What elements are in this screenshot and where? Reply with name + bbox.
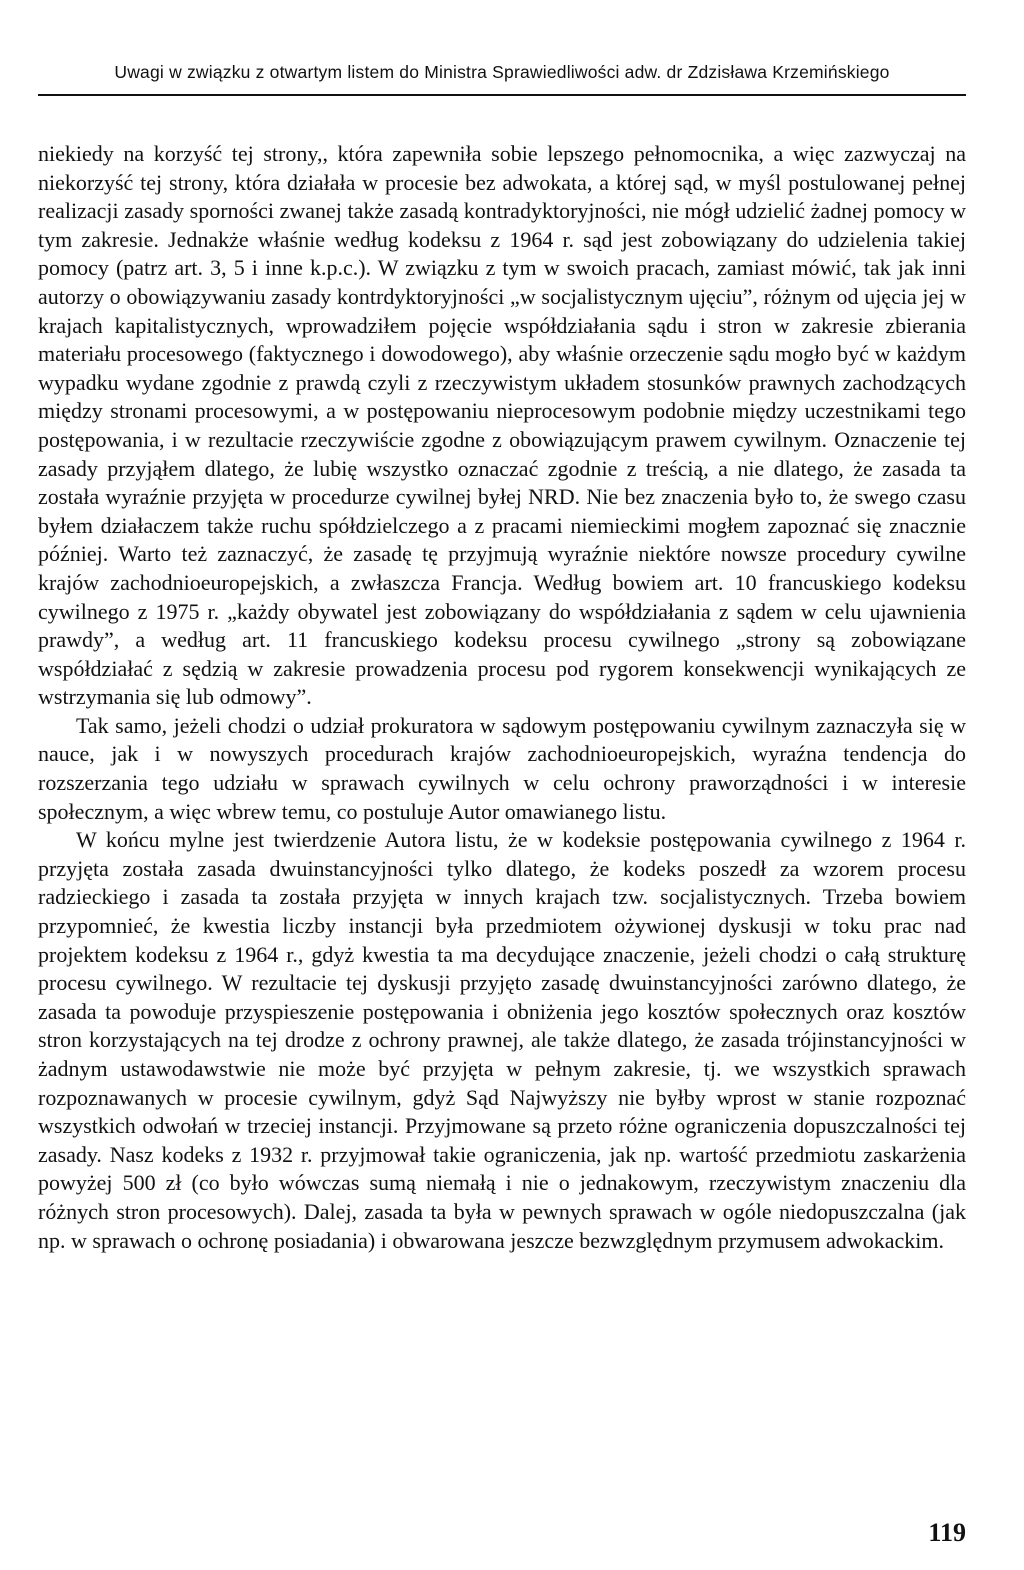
paragraph-1: niekiedy na korzyść tej strony,, która zapewniła sobie lepszego pełnomocnika, a więc zazwyczaj na niekorzyść tej strony, która działała w procesie bez adwokata, a której sąd, w myśl postulowanej pełnej realizacji zasady sporności zwanej także zasadą kontradyktoryjności, nie mógł udzielić żadnej pomocy w tym zakresie. Jednakże właśnie według kodeksu z 1964 r. sąd jest zobowiązany do udzielenia takiej pomocy (patrz art. 3, 5 i inne k.p.c.). W związku z tym w swoich pracach, zamiast mówić, tak jak inni autorzy o obowiązywaniu zasady kontrdyktoryjności „w socjalistycznym ujęciu”, różnym od ujęcia jej w krajach kapitalistycznych, wprowadziłem pojęcie współdziałania sądu i stron w zakresie zbierania materiału procesowego (faktycznego i dowodowego), aby właśnie orzeczenie sądu mogło być w każdym wypadku wydane zgodnie z prawdą czyli z rzeczywistym układem stosunków prawnych zachodzących między stronami procesowymi, a w postępowaniu nieprocesowym podobnie między uczestnikami tego postępowania, i w rezultacie rzeczywiście zgodne z obowiązującym prawem cywilnym. Oznaczenie tej zasady przyjąłem dlatego, że lubię wszystko oznaczać zgodnie z treścią, a nie dlatego, że zasada ta została wyraźnie przyjęta w procedurze cywilnej byłej NRD. Nie bez znaczenia było to, że swego czasu byłem działaczem także ruchu spółdzielczego a z pracami niemieckimi mogłem zapoznać się znacznie później. Warto też zaznaczyć, że zasadę tę przyjmują wyraźnie niektóre nowsze procedury cywilne krajów zachodnioeuropejskich, a zwłaszcza Francja. Według bowiem art. 10 francuskiego kodeksu cywilnego z 1975 r. „każdy obywatel jest zobowiązany do współdziałania z sądem w celu ujawnienia prawdy”, a według art. 11 francuskiego kodeksu procesu cywilnego „strony są zobowiązane współdziałać z sędzią w zakresie prowadzenia procesu pod rygorem konsekwencji wynikających ze wstrzymania się lub odmowy”. <box>38 141 966 710</box>
body-text <box>38 140 966 1255</box>
paragraph-3: W końcu mylne jest twierdzenie Autora listu, że w kodeksie postępowania cywilnego z 1964 r. przyjęta została zasada dwuinstancyjności tylko dlatego, że kodeks poszedł za wzorem procesu radzieckiego i zasada ta została przyjęta w innych krajach tzw. socjalistycznych. Trzeba bowiem przypomnieć, że kwestia liczby instancji była przedmiotem ożywionej dyskusji w toku prac nad projektem kodeksu z 1964 r., gdyż kwestia ta ma decydujące znaczenie, jeżeli chodzi o całą strukturę procesu cywilnego. W rezultacie tej dyskusji przyjęto zasadę dwuinstancyjności zarówno dlatego, że zasada ta powoduje przyspieszenie postępowania i obniżenia jego kosztów społecznych oraz kosztów stron korzystających na tej drodze z ochrony prawnej, ale także dlatego, że zasada trójinstancyjności w żadnym ustawodawstwie nie może być przyjęta w pełnym zakresie, tj. we wszystkich sprawach rozpoznawanych w procesie cywilnym, gdyż Sąd Najwyższy nie byłby wprost w stanie rozpoznać wszystkich odwołań w trzeciej instancji. Przyjmowane są przeto różne ograniczenia dopuszczalności tej zasady. Nasz kodeks z 1932 r. przyjmował takie ograniczenia, jak np. wartość przedmiotu zaskarżenia powyżej 500 zł (co było wówczas sumą niemałą i nie o jednakowym, rzeczywistym znaczeniu dla różnych stron procesowych). Dalej, zasada ta była w pewnych sprawach w ogóle niedopuszczalna (jak np. w sprawach o ochronę posiadania) i obwarowana jeszcze bezwzględnym przymusem adwokackim. <box>38 827 966 1253</box>
header-rule <box>38 94 966 96</box>
paragraph-2: Tak samo, jeżeli chodzi o udział prokuratora w sądowym postępowaniu cywilnym zaznaczyła się w nauce, jak i w nowyszych procedurach krajów zachodnioeuropejskich, wyraźna tendencja do rozszerzania tego udziału w sprawach cywilnych w celu ochrony praworządności i w interesie społecznym, a więc wbrew temu, co postuluje Autor omawianego listu. <box>38 712 966 824</box>
running-header: Uwagi w związku z otwartym listem do Ministra Sprawiedliwości adw. dr Zdzisława Krzemińskiego <box>114 62 890 82</box>
page-number: 119 <box>928 1518 966 1547</box>
